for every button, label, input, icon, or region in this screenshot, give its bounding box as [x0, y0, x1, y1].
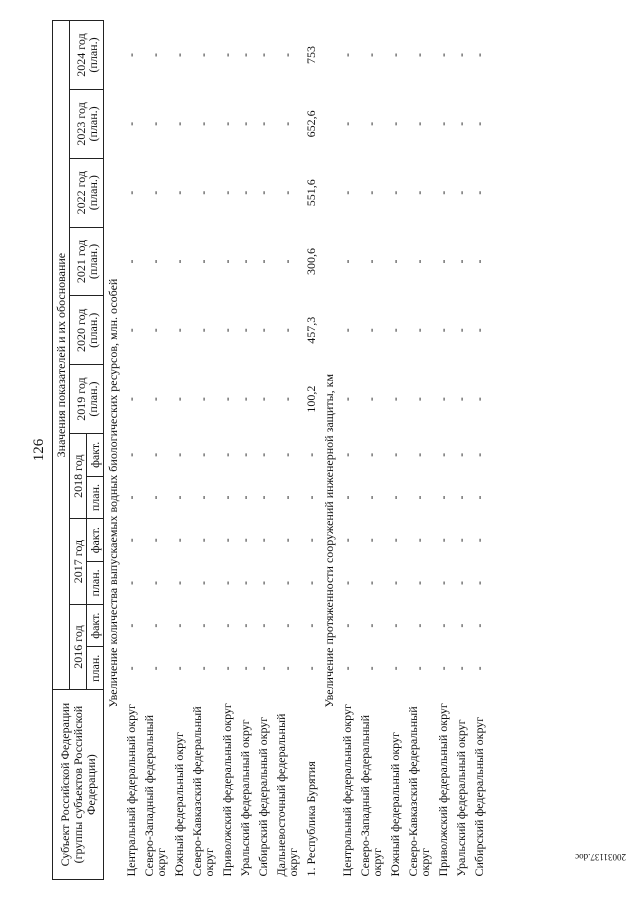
- value-cell: -: [364, 538, 378, 543]
- value-cell: -: [412, 623, 426, 628]
- value-cell: -: [412, 495, 426, 500]
- value-cell: -: [238, 623, 252, 628]
- table-row: [386, 21, 404, 880]
- value-cell: -: [472, 580, 486, 585]
- plan-header: план.: [87, 476, 104, 519]
- value-cell: -: [148, 623, 162, 628]
- value-cell: -: [172, 121, 186, 126]
- value-cell: -: [340, 328, 354, 333]
- rotated-page: [30, 20, 626, 880]
- value-cell: -: [436, 190, 450, 195]
- region-name: Северо-Кавказский федеральный округ: [406, 706, 432, 877]
- value-cell: -: [148, 121, 162, 126]
- value-cell: -: [388, 538, 402, 543]
- value-cell: -: [472, 538, 486, 543]
- value-cell: -: [388, 259, 402, 264]
- value-cell: -: [364, 452, 378, 457]
- value-cell: -: [340, 259, 354, 264]
- table-row: [470, 21, 488, 880]
- value-cell: -: [280, 328, 294, 333]
- value-cell: -: [256, 580, 270, 585]
- table-row: [122, 21, 140, 880]
- value-cell: 551,6: [304, 179, 318, 207]
- value-cell: -: [238, 538, 252, 543]
- value-cell: -: [124, 53, 138, 57]
- value-cell: -: [388, 397, 402, 402]
- value-cell: -: [220, 495, 234, 500]
- value-cell: -: [238, 495, 252, 500]
- value-cell: -: [454, 397, 468, 402]
- value-cell: -: [304, 538, 318, 543]
- value-cell: -: [124, 623, 138, 628]
- table-row: [254, 21, 272, 880]
- value-cell: -: [436, 623, 450, 628]
- table-row: [170, 21, 188, 880]
- value-cell: -: [364, 666, 378, 671]
- value-cell: -: [304, 666, 318, 671]
- year-2021-header: 2021 год (план.): [70, 227, 104, 296]
- region-name: Центральный федеральный округ: [124, 704, 138, 877]
- value-cell: -: [196, 121, 210, 126]
- value-cell: -: [280, 53, 294, 57]
- region-name: Уральский федеральный округ: [238, 719, 252, 877]
- value-cell: 100,2: [304, 385, 318, 413]
- value-cell: -: [172, 397, 186, 402]
- value-cell: -: [280, 623, 294, 628]
- table-row: [140, 21, 170, 880]
- value-cell: -: [412, 328, 426, 333]
- value-cell: -: [148, 259, 162, 264]
- value-cell: -: [472, 452, 486, 457]
- value-cell: -: [454, 580, 468, 585]
- value-cell: -: [148, 53, 162, 57]
- value-cell: -: [364, 580, 378, 585]
- value-cell: -: [364, 259, 378, 264]
- value-cell: -: [454, 452, 468, 457]
- value-cell: -: [280, 121, 294, 126]
- subject-header: Субъект Российской Федерации (группы субъектов Российской Федерации): [53, 690, 104, 880]
- value-cell: -: [238, 397, 252, 402]
- plan-header: план.: [87, 647, 104, 690]
- value-cell: -: [256, 623, 270, 628]
- value-cell: -: [412, 397, 426, 402]
- value-cell: -: [472, 495, 486, 500]
- value-cell: -: [388, 666, 402, 671]
- plan-header: план.: [87, 562, 104, 605]
- value-cell: -: [412, 580, 426, 585]
- value-cell: -: [454, 495, 468, 500]
- value-cell: -: [472, 397, 486, 402]
- value-cell: -: [220, 328, 234, 333]
- value-cell: -: [196, 623, 210, 628]
- value-cell: -: [238, 190, 252, 195]
- value-cell: -: [472, 259, 486, 264]
- value-cell: -: [124, 397, 138, 402]
- year-2019-header: 2019 год (план.): [70, 365, 104, 434]
- value-cell: -: [196, 328, 210, 333]
- value-cell: -: [238, 580, 252, 585]
- value-cell: -: [196, 53, 210, 57]
- value-cell: -: [124, 259, 138, 264]
- value-cell: -: [196, 580, 210, 585]
- value-cell: -: [280, 397, 294, 402]
- value-cell: -: [172, 580, 186, 585]
- value-cell: -: [172, 495, 186, 500]
- value-cell: -: [280, 259, 294, 264]
- region-name: Северо-Западный федеральный округ: [142, 714, 168, 877]
- value-cell: -: [256, 259, 270, 264]
- value-cell: -: [220, 53, 234, 57]
- value-cell: -: [220, 190, 234, 195]
- value-cell: -: [172, 190, 186, 195]
- year-2017-header: 2017 год: [70, 519, 87, 604]
- value-cell: -: [388, 452, 402, 457]
- value-cell: -: [220, 538, 234, 543]
- value-cell: -: [256, 190, 270, 195]
- region-name: 1. Республика Бурятия: [304, 761, 318, 877]
- value-cell: -: [220, 452, 234, 457]
- value-cell: -: [220, 623, 234, 628]
- value-cell: -: [124, 580, 138, 585]
- value-cell: -: [148, 495, 162, 500]
- value-cell: -: [196, 259, 210, 264]
- value-cell: 753: [304, 46, 318, 64]
- value-cell: -: [454, 328, 468, 333]
- value-cell: -: [280, 538, 294, 543]
- document-code: 20031137.doc: [575, 852, 626, 862]
- value-cell: -: [340, 121, 354, 126]
- fact-header: факт.: [87, 433, 104, 476]
- value-cell: -: [172, 666, 186, 671]
- value-cell: -: [412, 53, 426, 57]
- value-cell: -: [256, 452, 270, 457]
- value-cell: -: [412, 121, 426, 126]
- value-cell: -: [196, 495, 210, 500]
- value-cell: -: [364, 53, 378, 57]
- year-2022-header: 2022 год (план.): [70, 158, 104, 227]
- value-cell: -: [148, 190, 162, 195]
- value-cell: -: [220, 580, 234, 585]
- indicator-table: [52, 20, 488, 880]
- year-2024-header: 2024 год (план.): [70, 21, 104, 90]
- region-name: Южный федеральный округ: [388, 732, 402, 877]
- table-row: [236, 21, 254, 880]
- region-name: Приволжский федеральный округ: [220, 703, 234, 877]
- table-row: [434, 21, 452, 880]
- value-cell: -: [256, 328, 270, 333]
- table-body: [104, 21, 489, 880]
- region-name: Сибирский федеральный округ: [472, 716, 486, 877]
- value-cell: -: [220, 121, 234, 126]
- value-cell: -: [172, 623, 186, 628]
- value-cell: -: [148, 328, 162, 333]
- value-cell: -: [340, 495, 354, 500]
- value-cell: -: [436, 452, 450, 457]
- value-cell: -: [340, 53, 354, 57]
- value-cell: -: [172, 538, 186, 543]
- value-cell: -: [304, 580, 318, 585]
- value-cell: 652,6: [304, 110, 318, 138]
- value-cell: -: [364, 495, 378, 500]
- value-cell: -: [436, 397, 450, 402]
- value-cell: -: [472, 53, 486, 57]
- value-cell: -: [364, 190, 378, 195]
- value-cell: -: [388, 121, 402, 126]
- value-cell: -: [454, 259, 468, 264]
- value-cell: -: [454, 666, 468, 671]
- value-cell: 457,3: [304, 316, 318, 344]
- year-2023-header: 2023 год (план.): [70, 89, 104, 158]
- year-2018-header: 2018 год: [70, 433, 87, 518]
- region-name: Северо-Западный федеральный округ: [358, 714, 384, 877]
- value-cell: -: [304, 495, 318, 500]
- table-row: [218, 21, 236, 880]
- region-name: Северо-Кавказский федеральный округ: [190, 706, 216, 877]
- value-cell: -: [364, 121, 378, 126]
- region-name: Дальневосточный федеральный округ: [274, 713, 300, 877]
- section-title-row: [104, 21, 123, 880]
- value-cell: -: [436, 495, 450, 500]
- value-cell: -: [412, 538, 426, 543]
- value-cell: -: [124, 538, 138, 543]
- value-cell: -: [412, 190, 426, 195]
- value-cell: -: [436, 580, 450, 585]
- value-cell: -: [454, 190, 468, 195]
- value-cell: -: [172, 452, 186, 457]
- table-row: [338, 21, 356, 880]
- value-cell: -: [340, 623, 354, 628]
- value-cell: -: [256, 121, 270, 126]
- value-cell: -: [364, 328, 378, 333]
- value-cell: -: [238, 53, 252, 57]
- year-2016-header: 2016 год: [70, 604, 87, 689]
- section-title: Увеличение протяженности сооружений инженерной защиты, км: [322, 373, 336, 708]
- value-cell: -: [454, 623, 468, 628]
- value-cell: -: [304, 623, 318, 628]
- value-cell: -: [196, 452, 210, 457]
- fact-header: факт.: [87, 519, 104, 562]
- region-name: Уральский федеральный округ: [454, 719, 468, 877]
- value-cell: -: [472, 121, 486, 126]
- value-cell: -: [454, 538, 468, 543]
- value-cell: -: [388, 190, 402, 195]
- value-cell: -: [124, 495, 138, 500]
- value-cell: -: [238, 121, 252, 126]
- table-row: [302, 21, 320, 880]
- value-cell: -: [436, 121, 450, 126]
- region-name: Приволжский федеральный округ: [436, 703, 450, 877]
- value-cell: -: [472, 623, 486, 628]
- value-cell: -: [340, 397, 354, 402]
- value-cell: -: [148, 538, 162, 543]
- value-cell: -: [148, 452, 162, 457]
- value-cell: -: [472, 328, 486, 333]
- value-cell: -: [238, 328, 252, 333]
- value-cell: -: [412, 259, 426, 264]
- value-cell: -: [364, 623, 378, 628]
- value-cell: 300,6: [304, 247, 318, 275]
- table-row: [404, 21, 434, 880]
- value-cell: -: [304, 452, 318, 457]
- value-cell: -: [196, 538, 210, 543]
- value-cell: -: [340, 190, 354, 195]
- value-cell: -: [256, 538, 270, 543]
- value-cell: -: [436, 259, 450, 264]
- table-row: [272, 21, 302, 880]
- value-cell: -: [196, 190, 210, 195]
- value-cell: -: [412, 452, 426, 457]
- value-cell: -: [388, 495, 402, 500]
- value-cell: -: [220, 666, 234, 671]
- value-cell: -: [172, 53, 186, 57]
- fact-header: факт.: [87, 604, 104, 647]
- value-cell: -: [280, 666, 294, 671]
- value-cell: -: [340, 666, 354, 671]
- value-cell: -: [436, 538, 450, 543]
- value-cell: -: [388, 580, 402, 585]
- value-cell: -: [256, 53, 270, 57]
- value-cell: -: [196, 397, 210, 402]
- table-row: [188, 21, 218, 880]
- value-cell: -: [220, 259, 234, 264]
- value-cell: -: [412, 666, 426, 671]
- value-cell: -: [256, 666, 270, 671]
- value-cell: -: [364, 397, 378, 402]
- value-cell: -: [280, 580, 294, 585]
- value-cell: -: [220, 397, 234, 402]
- page-number: 126: [31, 438, 47, 462]
- value-cell: -: [148, 397, 162, 402]
- values-group-header: Значения показателей и их обоснование: [53, 21, 70, 690]
- section-title: Увеличение количества выпускаемых водных биологических ресурсов, млн. особей: [106, 278, 120, 708]
- section-title-row: [320, 21, 338, 880]
- value-cell: -: [436, 53, 450, 57]
- value-cell: -: [472, 666, 486, 671]
- value-cell: -: [280, 495, 294, 500]
- value-cell: -: [388, 53, 402, 57]
- value-cell: -: [172, 259, 186, 264]
- region-name: Центральный федеральный округ: [340, 704, 354, 877]
- value-cell: -: [148, 666, 162, 671]
- value-cell: -: [472, 190, 486, 195]
- value-cell: -: [280, 452, 294, 457]
- value-cell: -: [124, 452, 138, 457]
- value-cell: -: [436, 328, 450, 333]
- value-cell: -: [124, 328, 138, 333]
- value-cell: -: [238, 452, 252, 457]
- value-cell: -: [454, 121, 468, 126]
- year-2020-header: 2020 год (план.): [70, 296, 104, 365]
- value-cell: -: [340, 580, 354, 585]
- region-name: Сибирский федеральный округ: [256, 716, 270, 877]
- value-cell: -: [172, 328, 186, 333]
- value-cell: -: [124, 190, 138, 195]
- table-row: [452, 21, 470, 880]
- value-cell: -: [124, 121, 138, 126]
- value-cell: -: [388, 623, 402, 628]
- value-cell: -: [340, 538, 354, 543]
- value-cell: -: [436, 666, 450, 671]
- value-cell: -: [280, 190, 294, 195]
- value-cell: -: [340, 452, 354, 457]
- region-name: Южный федеральный округ: [172, 732, 186, 877]
- table-row: [356, 21, 386, 880]
- value-cell: -: [454, 53, 468, 57]
- value-cell: -: [124, 666, 138, 671]
- value-cell: -: [238, 666, 252, 671]
- value-cell: -: [256, 397, 270, 402]
- value-cell: -: [148, 580, 162, 585]
- value-cell: -: [238, 259, 252, 264]
- value-cell: -: [196, 666, 210, 671]
- value-cell: -: [256, 495, 270, 500]
- value-cell: -: [388, 328, 402, 333]
